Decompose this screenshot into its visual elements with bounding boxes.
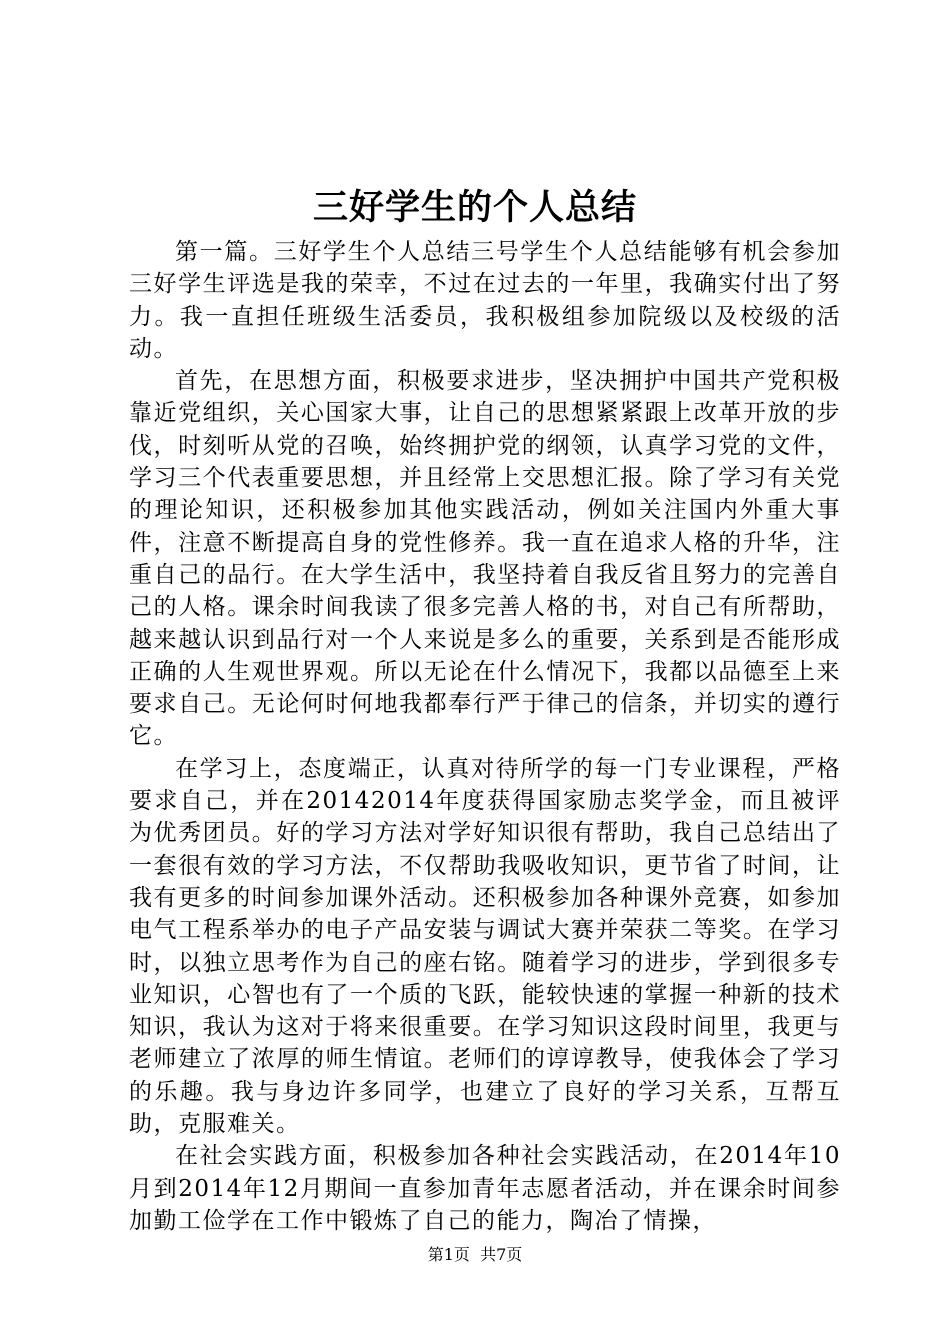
paragraph-1: 第一篇。三好学生个人总结三号学生个人总结能够有机会参加三好学生评选是我的荣幸，不过在过去的一年里，我确实付出了努力。我一直担任班级生活委员，我积极组参加院级以及校级的活动。 <box>129 239 841 362</box>
paragraph-4: 在社会实践方面，积极参加各种社会实践活动，在2014年10月到2014年12月期间一直参加青年志愿者活动，并在课余时间参加勤工俭学在工作中锻炼了自己的能力，陶冶了情操， <box>129 1143 841 1234</box>
page-total: 共7页 <box>480 1245 523 1264</box>
footer-spacer <box>470 1245 480 1264</box>
document-body <box>129 236 841 1237</box>
page-number: 第1页 <box>427 1245 470 1264</box>
paragraph-2: 首先，在思想方面，积极要求进步，坚决拥护中国共产党积极靠近党组织，关心国家大事，让自己的思想紧紧跟上改革开放的步伐，时刻听从党的召唤，始终拥护党的纲领，认真学习党的文件，学习三个代表重要思想，并且经常上交思想汇报。除了学习有关党的理论知识，还积极参加其他实践活动，例如关注国内外重大事件，注意不断提高自身的党性修养。我一直在追求人格的升华，注重自己的品行。在大学生活中，我坚持着自我反省且努力的完善自己的人格。课余时间我读了很多完善人格的书，对自己有所帮助，越来越认识到品行对一个人来说是多么的重要，关系到是否能形成正确的人生观世界观。所以无论在什么情况下，我都以品德至上来要求自己。无论何时何地我都奉行严于律己的信条，并切实的遵行它。 <box>129 368 841 750</box>
paragraph-3: 在学习上，态度端正，认真对待所学的每一门专业课程，严格要求自己，并在20142014年度获得国家励志奖学金，而且被评为优秀团员。好的学习方法对学好知识很有帮助，我自己总结出了一套很有效的学习方法，不仅帮助我吸收知识，更节省了时间，让我有更多的时间参加课外活动。还积极参加各种课外竞赛，如参加电气工程系举办的电子产品安装与调试大赛并荣获二等奖。在学习时，以独立思考作为自己的座右铭。随着学习的进步，学到很多专业知识，心智也有了一个质的飞跃，能较快速的掌握一种新的技术知识，我认为这对于将来很重要。在学习知识这段时间里，我更与老师建立了浓厚的师生情谊。老师们的谆谆教导，使我体会了学习的乐趣。我与身边许多同学，也建立了良好的学习关系，互帮互助，克服难关。 <box>129 755 841 1138</box>
page-footer <box>0 1244 950 1266</box>
document-title: 三好学生的个人总结 <box>312 187 637 228</box>
